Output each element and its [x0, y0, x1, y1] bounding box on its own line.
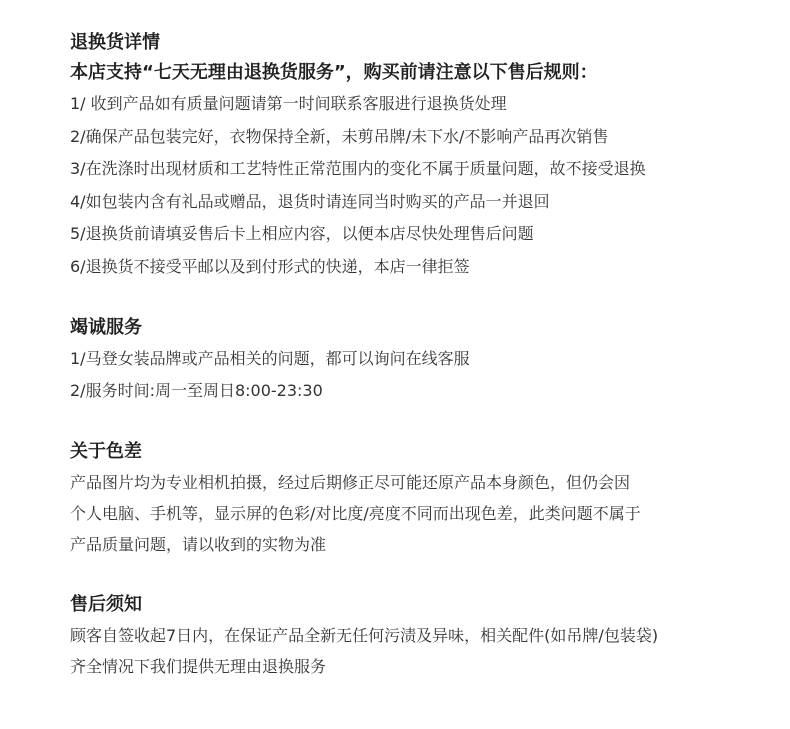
return-rule-1: 1/ 收到产品如有质量问题请第一时间联系客服进行退换货处理 — [70, 94, 507, 113]
color-difference-title: 关于色差 — [70, 441, 142, 462]
return-rule-4: 4/如包装内含有礼品或赠品，退货时请连同当时购买的产品一并退回 — [70, 191, 550, 211]
after-sales-section — [70, 590, 770, 682]
return-rule-2: 2/确保产品包装完好，衣物保持全新，未剪吊牌/未下水/不影响产品再次销售 — [70, 126, 609, 146]
color-difference-line-1: 产品图片均为专业相机拍摄，经过后期修正尽可能还原产品本身颜色，但仍会因 — [70, 473, 631, 492]
return-policy-intro: 本店支持“七天无理由退换货服务”，购买前请注意以下售后规则： — [70, 62, 598, 83]
policy-document — [70, 28, 770, 682]
color-difference-section — [70, 437, 770, 560]
return-rule-6: 6/退换货不接受平邮以及到付形式的快递，本店一律拒签 — [70, 256, 470, 276]
return-policy-title: 退换货详情 — [70, 32, 160, 53]
return-rule-3: 3/在洗涤时出现材质和工艺特性正常范围内的变化不属于质量问题，故不接受退换 — [70, 159, 646, 178]
color-difference-line-3: 产品质量问题，请以收到的实物为准 — [70, 535, 327, 554]
after-sales-line-1: 顾客自签收起7日内，在保证产品全新无任何污渍及异味，相关配件(如吊牌/包装袋) — [70, 626, 659, 645]
service-section — [70, 313, 770, 407]
service-line-1: 1/马登女装品牌或产品相关的问题，都可以询问在线客服 — [70, 349, 470, 368]
service-line-2: 2/服务时间:周一至周日8:00-23:30 — [70, 381, 323, 400]
return-policy-section — [70, 28, 770, 283]
after-sales-title: 售后须知 — [70, 594, 142, 615]
service-title: 竭诚服务 — [70, 317, 142, 338]
return-rule-5: 5/退换货前请填妥售后卡上相应内容，以便本店尽快处理售后问题 — [70, 224, 534, 243]
after-sales-line-2: 齐全情况下我们提供无理由退换服务 — [70, 657, 327, 676]
color-difference-line-2: 个人电脑、手机等，显示屏的色彩/对比度/亮度不同而出现色差，此类问题不属于 — [70, 504, 641, 523]
